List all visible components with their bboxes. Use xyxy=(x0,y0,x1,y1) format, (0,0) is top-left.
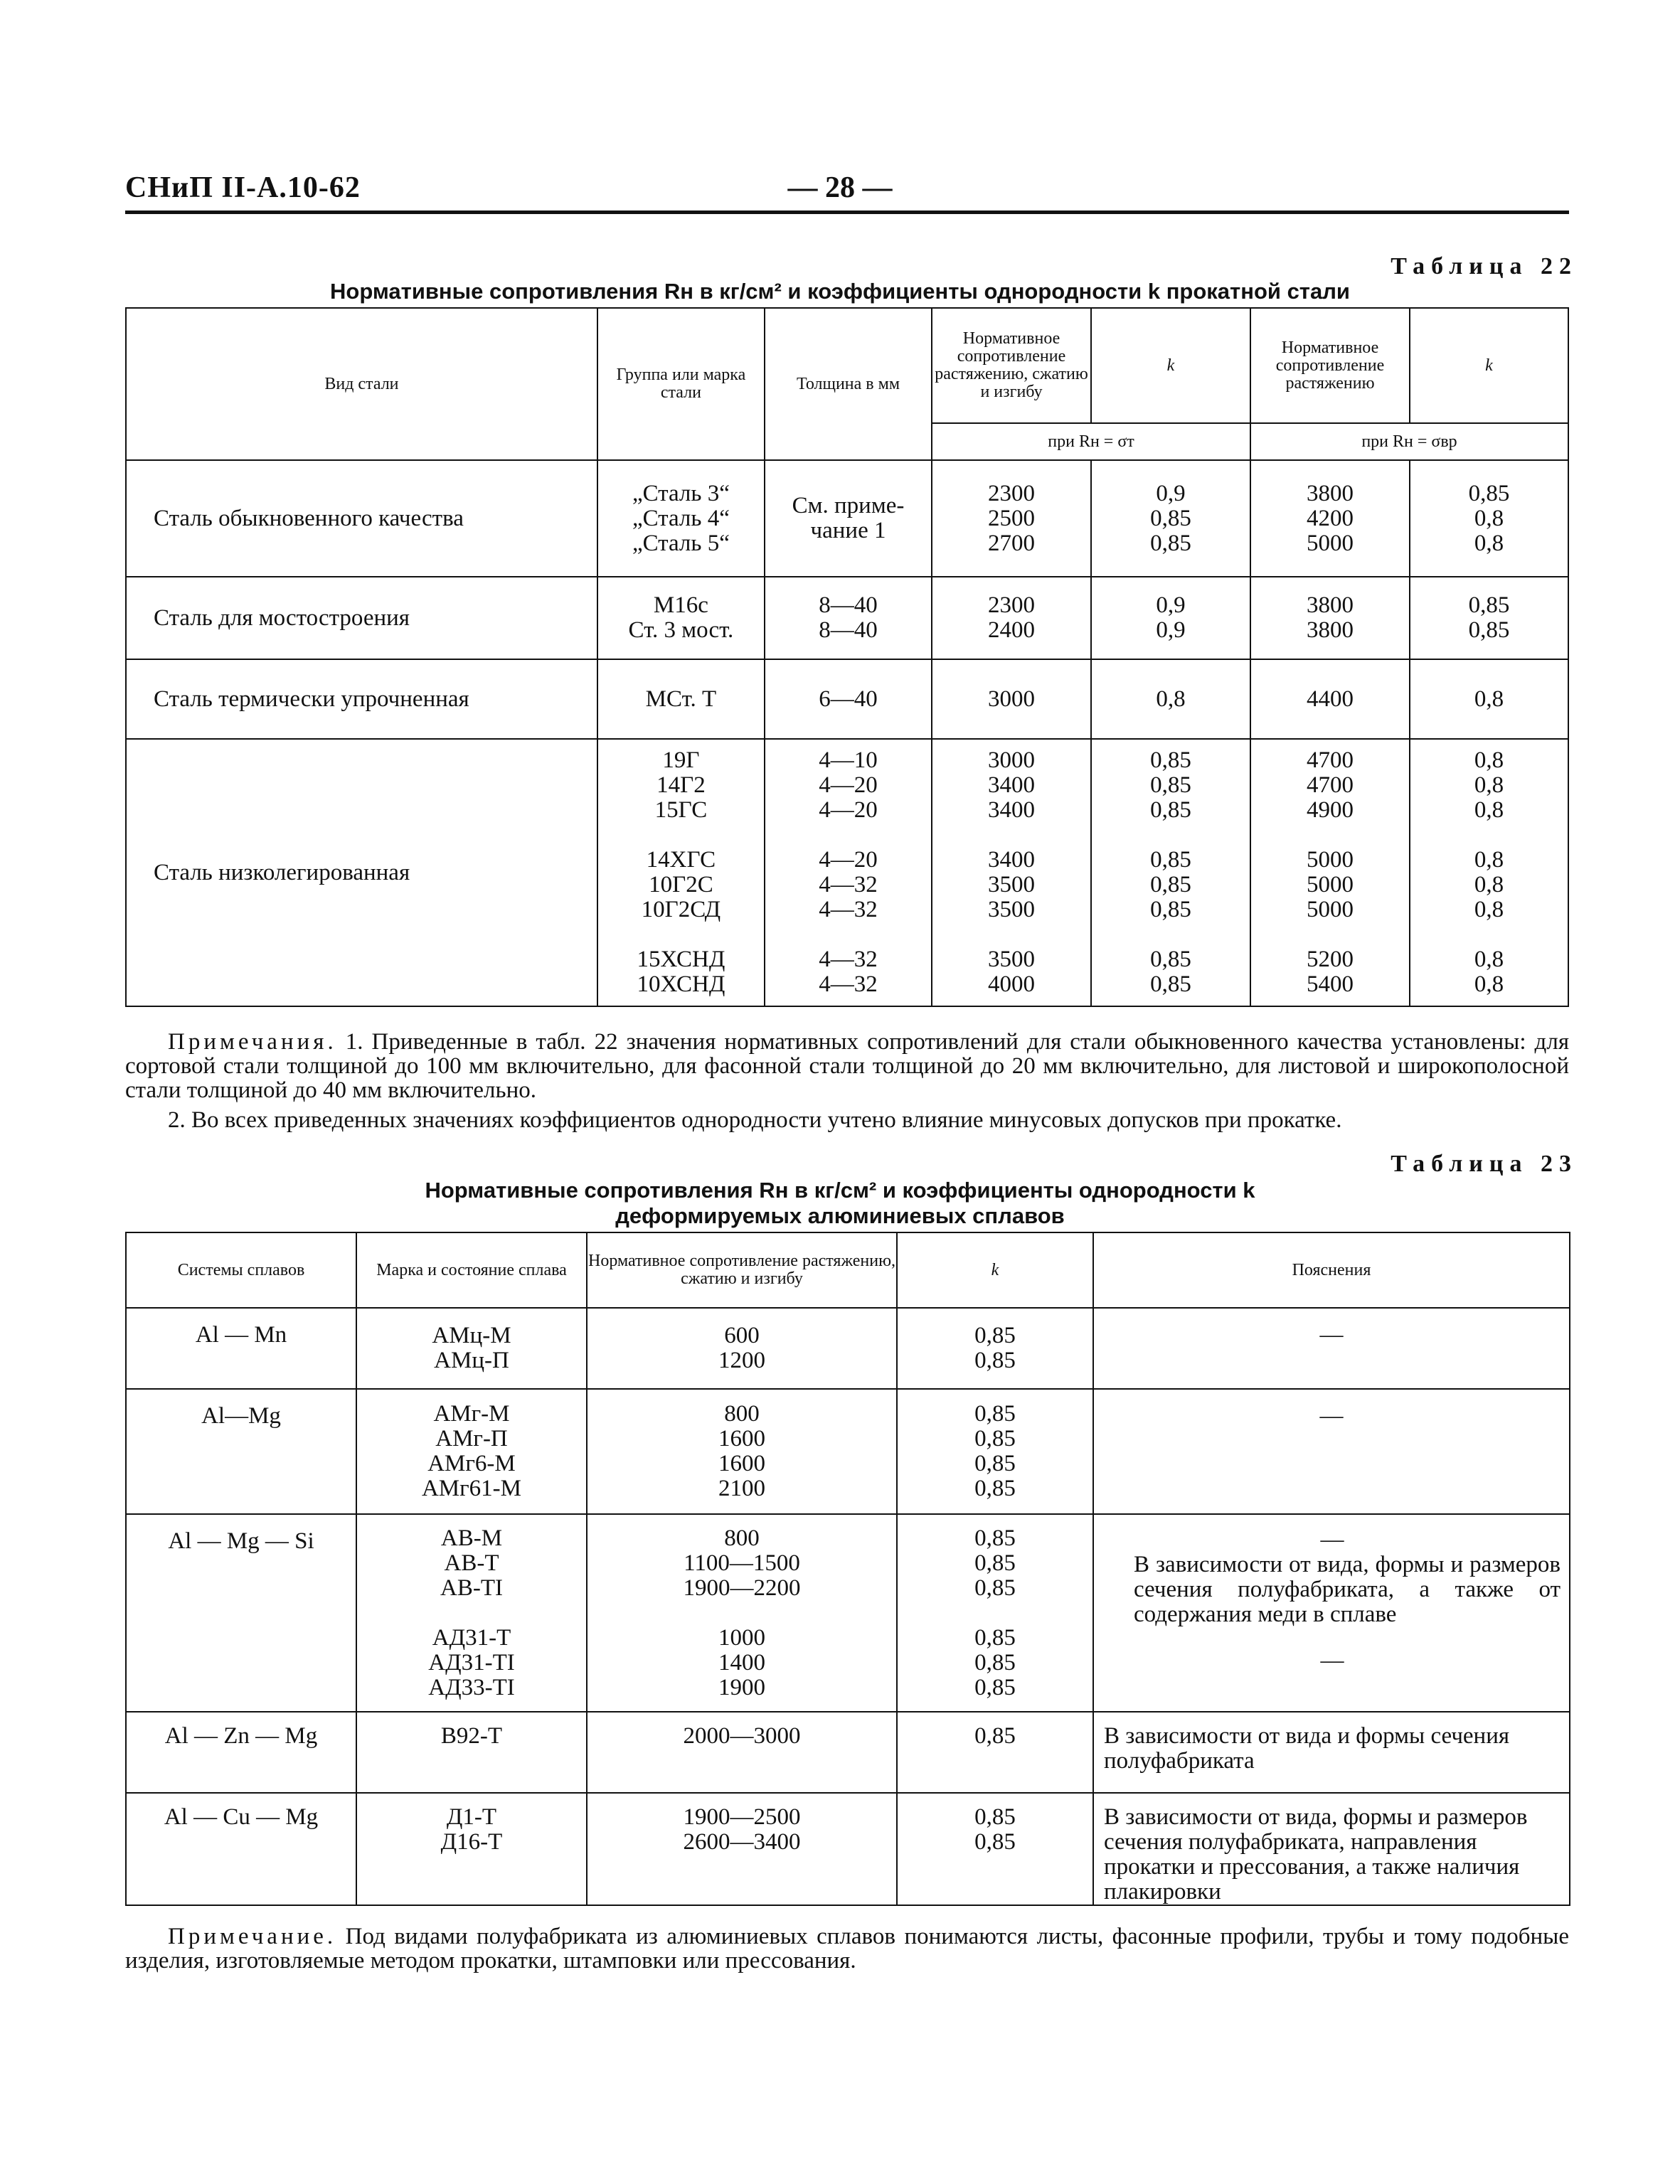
cell-k: 0,85 0,85 xyxy=(897,1308,1093,1389)
col-header-thickness: Толщина в мм xyxy=(765,308,932,460)
explain-dash: — xyxy=(1320,1527,1344,1552)
cell-rn1: 3000 3400 3400 3400 3500 3500 3500 4000 xyxy=(932,739,1091,1006)
cell-rn2: 3800 3800 xyxy=(1250,577,1410,659)
cell-grade: АВ-М АВ-Т АВ-ТI АД31-Т АД31-ТI АД33-ТI xyxy=(356,1514,587,1712)
cell-grade: МСт. Т xyxy=(597,659,765,739)
cell-system: Al — Zn — Mg xyxy=(126,1712,356,1793)
cell-k1: 0,9 0,85 0,85 xyxy=(1091,460,1250,577)
cell-k: 0,85 0,85 xyxy=(897,1793,1093,1905)
cell-grade: В92-Т xyxy=(356,1712,587,1793)
explain-text: В зависимости от вида, формы и размеров сечения полуфабриката, а также от содержания меди в сплаве xyxy=(1134,1552,1561,1627)
cell-explain: В зависимости от вида и формы сечения полуфабриката xyxy=(1093,1712,1570,1793)
table-23-note xyxy=(125,1924,1569,1973)
table-22-title: Нормативные сопротивления Rн в кг/см² и коэффициенты однородности k прокатной стали xyxy=(330,279,1350,304)
cell-rn: 2000—3000 xyxy=(587,1712,897,1793)
note-text: Под видами полуфабриката из алюминиевых сплавов понимаются листы, фасонные профили, трубы и тому подобные изделия, изготовляемые методом прокатки, штамповки или прессования. xyxy=(125,1924,1569,1973)
table-23-title xyxy=(0,1178,1680,1229)
explain-dash: — xyxy=(1320,1648,1344,1673)
header-rule xyxy=(125,211,1569,214)
table-row xyxy=(126,1389,1570,1514)
table-row xyxy=(126,739,1568,1006)
col-header-k: k xyxy=(897,1232,1093,1308)
page-number: — 28 — xyxy=(787,171,893,204)
cell-k2: 0,85 0,85 xyxy=(1410,577,1568,659)
table-row xyxy=(126,1793,1570,1905)
cell-grade: 19Г 14Г2 15ГС 14ХГС 10Г2С 10Г2СД 15ХСНД 10ХСНД xyxy=(597,739,765,1006)
table-22-note-1 xyxy=(125,1030,1569,1102)
notes-label: Примечания. xyxy=(168,1029,337,1055)
cell-k: 0,85 0,85 0,85 0,85 xyxy=(897,1389,1093,1514)
cell-thickness: 8—40 8—40 xyxy=(765,577,932,659)
note-1-text: 1. Приведенные в табл. 22 значения нормативных сопротивлений для стали обыкновенного качества установлены: для сортовой стали толщиной до 100 мм включительно, для фасонной стали толщиной до 20 мм включительно, для листовой и широкополосной стали толщиной до 40 мм включительно. xyxy=(125,1029,1569,1103)
col-header-explain: Пояснения xyxy=(1093,1232,1570,1308)
cell-rn: 800 1100—1500 1900—2200 1000 1400 1900 xyxy=(587,1514,897,1712)
cell-system: Al — Mn xyxy=(126,1308,356,1389)
cell-vid: Сталь термически упрочненная xyxy=(126,659,597,739)
table-row xyxy=(126,1712,1570,1793)
cell-vid: Сталь низколегированная xyxy=(126,739,597,1006)
col-header-k1: k xyxy=(1091,308,1250,423)
cell-k2: 0,8 xyxy=(1410,659,1568,739)
cell-explain: — xyxy=(1093,1308,1570,1389)
table-22-label: Таблица 22 xyxy=(1391,253,1578,279)
cell-system: Al—Mg xyxy=(126,1389,356,1514)
cell-k: 0,85 xyxy=(897,1712,1093,1793)
table-row xyxy=(126,460,1568,577)
cell-k: 0,85 0,85 0,85 0,85 0,85 0,85 xyxy=(897,1514,1093,1712)
col-header-vid: Вид стали xyxy=(126,308,597,460)
table-row xyxy=(126,577,1568,659)
col-subheader-yield: при Rн = σт xyxy=(932,423,1250,460)
cell-system: Al — Cu — Mg xyxy=(126,1793,356,1905)
table-22 xyxy=(125,307,1569,1007)
cell-rn1: 3000 xyxy=(932,659,1091,739)
cell-explain: В зависимости от вида, формы и размеров сечения полуфабриката, направления прокатки и прессования, а также наличия плакировки xyxy=(1093,1793,1570,1905)
cell-rn1: 2300 2400 xyxy=(932,577,1091,659)
cell-rn: 600 1200 xyxy=(587,1308,897,1389)
cell-system: Al — Mg — Si xyxy=(126,1514,356,1712)
cell-grade: Д1-Т Д16-Т xyxy=(356,1793,587,1905)
table-23-title-line-2: деформируемых алюминиевых сплавов xyxy=(615,1203,1065,1228)
col-header-rn: Нормативное сопротивление растяжению, сжатию и изгибу xyxy=(587,1232,897,1308)
document-code: СНиП II-A.10-62 xyxy=(125,171,361,204)
table-23-label: Таблица 23 xyxy=(1391,1151,1578,1177)
table-row xyxy=(126,659,1568,739)
cell-k2: 0,85 0,8 0,8 xyxy=(1410,460,1568,577)
col-header-k2: k xyxy=(1410,308,1568,423)
cell-thickness: 6—40 xyxy=(765,659,932,739)
table-row xyxy=(126,1514,1570,1712)
cell-k1: 0,8 xyxy=(1091,659,1250,739)
col-header-group: Группа или марка стали xyxy=(597,308,765,460)
cell-rn1: 2300 2500 2700 xyxy=(932,460,1091,577)
cell-rn2: 4700 4700 4900 5000 5000 5000 5200 5400 xyxy=(1250,739,1410,1006)
cell-thickness: 4—10 4—20 4—20 4—20 4—32 4—32 4—32 4—32 xyxy=(765,739,932,1006)
cell-rn: 1900—2500 2600—3400 xyxy=(587,1793,897,1905)
col-header-rn2: Нормативное сопротивление растяжению xyxy=(1250,308,1410,423)
col-header-system: Системы сплавов xyxy=(126,1232,356,1308)
cell-rn: 800 1600 1600 2100 xyxy=(587,1389,897,1514)
cell-vid: Сталь обыкновенного качества xyxy=(126,460,597,577)
table-23 xyxy=(125,1232,1570,1906)
cell-k2: 0,8 0,8 0,8 0,8 0,8 0,8 0,8 0,8 xyxy=(1410,739,1568,1006)
note-label: Примечание. xyxy=(168,1924,337,1949)
table-22-note-2: 2. Во всех приведенных значениях коэффициентов однородности учтено влияние минусовых допусков при прокатке. xyxy=(168,1107,1342,1133)
cell-explain xyxy=(1093,1514,1570,1712)
table-23-title-line-1: Нормативные сопротивления Rн в кг/см² и коэффициенты однородности k xyxy=(425,1178,1255,1203)
cell-k1: 0,85 0,85 0,85 0,85 0,85 0,85 0,85 0,85 xyxy=(1091,739,1250,1006)
cell-k1: 0,9 0,9 xyxy=(1091,577,1250,659)
cell-explain: — xyxy=(1093,1389,1570,1514)
cell-grade: „Сталь 3“ „Сталь 4“ „Сталь 5“ xyxy=(597,460,765,577)
col-subheader-ultimate: при Rн = σвр xyxy=(1250,423,1568,460)
col-header-grade: Марка и состояние сплава xyxy=(356,1232,587,1308)
cell-rn2: 4400 xyxy=(1250,659,1410,739)
col-header-rn1: Нормативное сопротивление растяжению, сжатию и изгибу xyxy=(932,308,1091,423)
table-row xyxy=(126,1308,1570,1389)
cell-rn2: 3800 4200 5000 xyxy=(1250,460,1410,577)
cell-grade: АМц-М АМц-П xyxy=(356,1308,587,1389)
cell-grade: АМг-М АМг-П АМг6-М АМг61-М xyxy=(356,1389,587,1514)
cell-grade: М16с Ст. 3 мост. xyxy=(597,577,765,659)
cell-vid: Сталь для мостостроения xyxy=(126,577,597,659)
cell-thickness: См. приме- чание 1 xyxy=(765,460,932,577)
